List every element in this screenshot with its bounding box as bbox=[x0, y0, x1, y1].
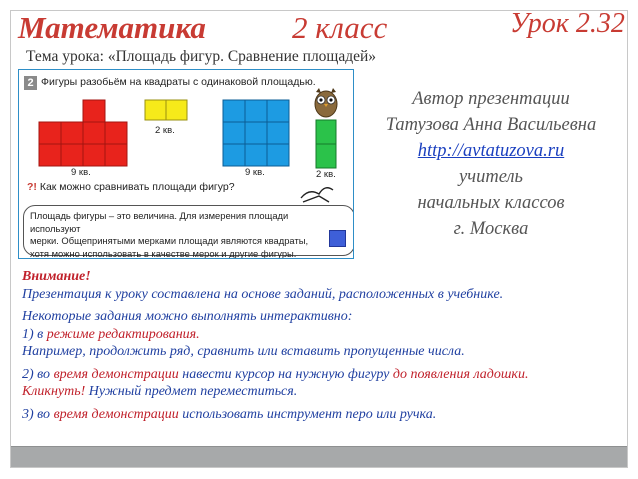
instructions bbox=[22, 268, 622, 423]
instructions-line-5 bbox=[22, 366, 622, 384]
instructions-line-5-d: до появления ладошки. bbox=[392, 366, 529, 382]
instructions-line-5-a: 2) во bbox=[22, 366, 54, 382]
instructions-line-6 bbox=[22, 383, 622, 401]
red-figure[interactable] bbox=[39, 100, 127, 166]
grade-title: 2 класс bbox=[292, 10, 388, 45]
blue-figure-label: 9 кв. bbox=[245, 167, 265, 178]
instructions-line-6-a: Кликнуть! bbox=[22, 384, 86, 399]
subject-title: Математика bbox=[18, 10, 206, 45]
definition-box bbox=[23, 205, 354, 259]
author-block bbox=[360, 86, 622, 242]
instructions-line-3-a: 1) в bbox=[22, 326, 47, 342]
green-figure[interactable] bbox=[316, 120, 336, 168]
author-role: учитель bbox=[459, 167, 523, 187]
definition-line-2: мерки. Общепринятыми мерками площади являются квадраты, bbox=[30, 235, 309, 246]
bird-icon bbox=[301, 188, 333, 202]
instructions-line-7-a: 3) во bbox=[22, 406, 54, 422]
instructions-line-1: Презентация к уроку составлена на основе заданий, расположенных в учебнике. bbox=[22, 286, 504, 302]
question-text: Как можно сравнивать площади фигур? bbox=[39, 181, 235, 193]
task-text: Фигуры разобьём на квадраты с одинаковой площадью. bbox=[41, 76, 316, 88]
slide-footer-bar bbox=[11, 446, 627, 467]
textbook-question bbox=[27, 181, 235, 193]
instructions-line-5-b: время демонстрации bbox=[53, 366, 179, 382]
author-heading: Автор презентации bbox=[412, 89, 570, 109]
definition-line-3: хотя можно использовать в качестве мерок и другие фигуры. bbox=[30, 247, 297, 259]
instructions-line-5-c: навести курсор на нужную фигуру bbox=[178, 366, 393, 382]
instructions-line-7 bbox=[22, 406, 622, 424]
author-name: Татузова Анна Васильевна bbox=[385, 115, 597, 135]
textbook-excerpt bbox=[18, 69, 354, 259]
yellow-figure-label: 2 кв. bbox=[155, 125, 175, 136]
author-role-detail: начальных классов bbox=[417, 193, 565, 213]
lesson-title: Урок 2.32 bbox=[510, 8, 625, 39]
instructions-line-6-b: Нужный предмет переместиться. bbox=[85, 384, 298, 399]
author-link[interactable]: http://avtatuzova.ru bbox=[417, 141, 565, 161]
author-city: г. Москва bbox=[453, 219, 529, 239]
task-number: 2 bbox=[24, 76, 37, 90]
instructions-line-4: Например, продолжить ряд, сравнить или вставить пропущенные числа. bbox=[22, 344, 465, 359]
owl-icon bbox=[315, 88, 337, 117]
question-mark: ?! bbox=[27, 181, 37, 193]
instructions-line-3 bbox=[22, 326, 622, 344]
blue-figure[interactable] bbox=[223, 100, 289, 166]
instructions-line-7-b: время демонстрации bbox=[53, 406, 179, 422]
blue-square-measure[interactable] bbox=[329, 230, 346, 247]
red-figure-label: 9 кв. bbox=[71, 167, 91, 178]
lesson-topic: Тема урока: «Площадь фигур. Сравнение площадей» bbox=[26, 48, 377, 65]
definition-line-1: Площадь фигуры – это величина. Для измерения площади используют bbox=[30, 210, 289, 234]
instructions-line-3-b: режиме редактирования. bbox=[46, 326, 200, 342]
instructions-line-7-c: использовать инструмент перо или ручка. bbox=[178, 406, 437, 422]
attention-heading: Внимание! bbox=[22, 269, 91, 284]
yellow-figure[interactable] bbox=[145, 100, 187, 120]
instructions-line-2: Некоторые задания можно выполнять интерактивно: bbox=[22, 309, 353, 324]
green-figure-label: 2 кв. bbox=[316, 169, 336, 180]
